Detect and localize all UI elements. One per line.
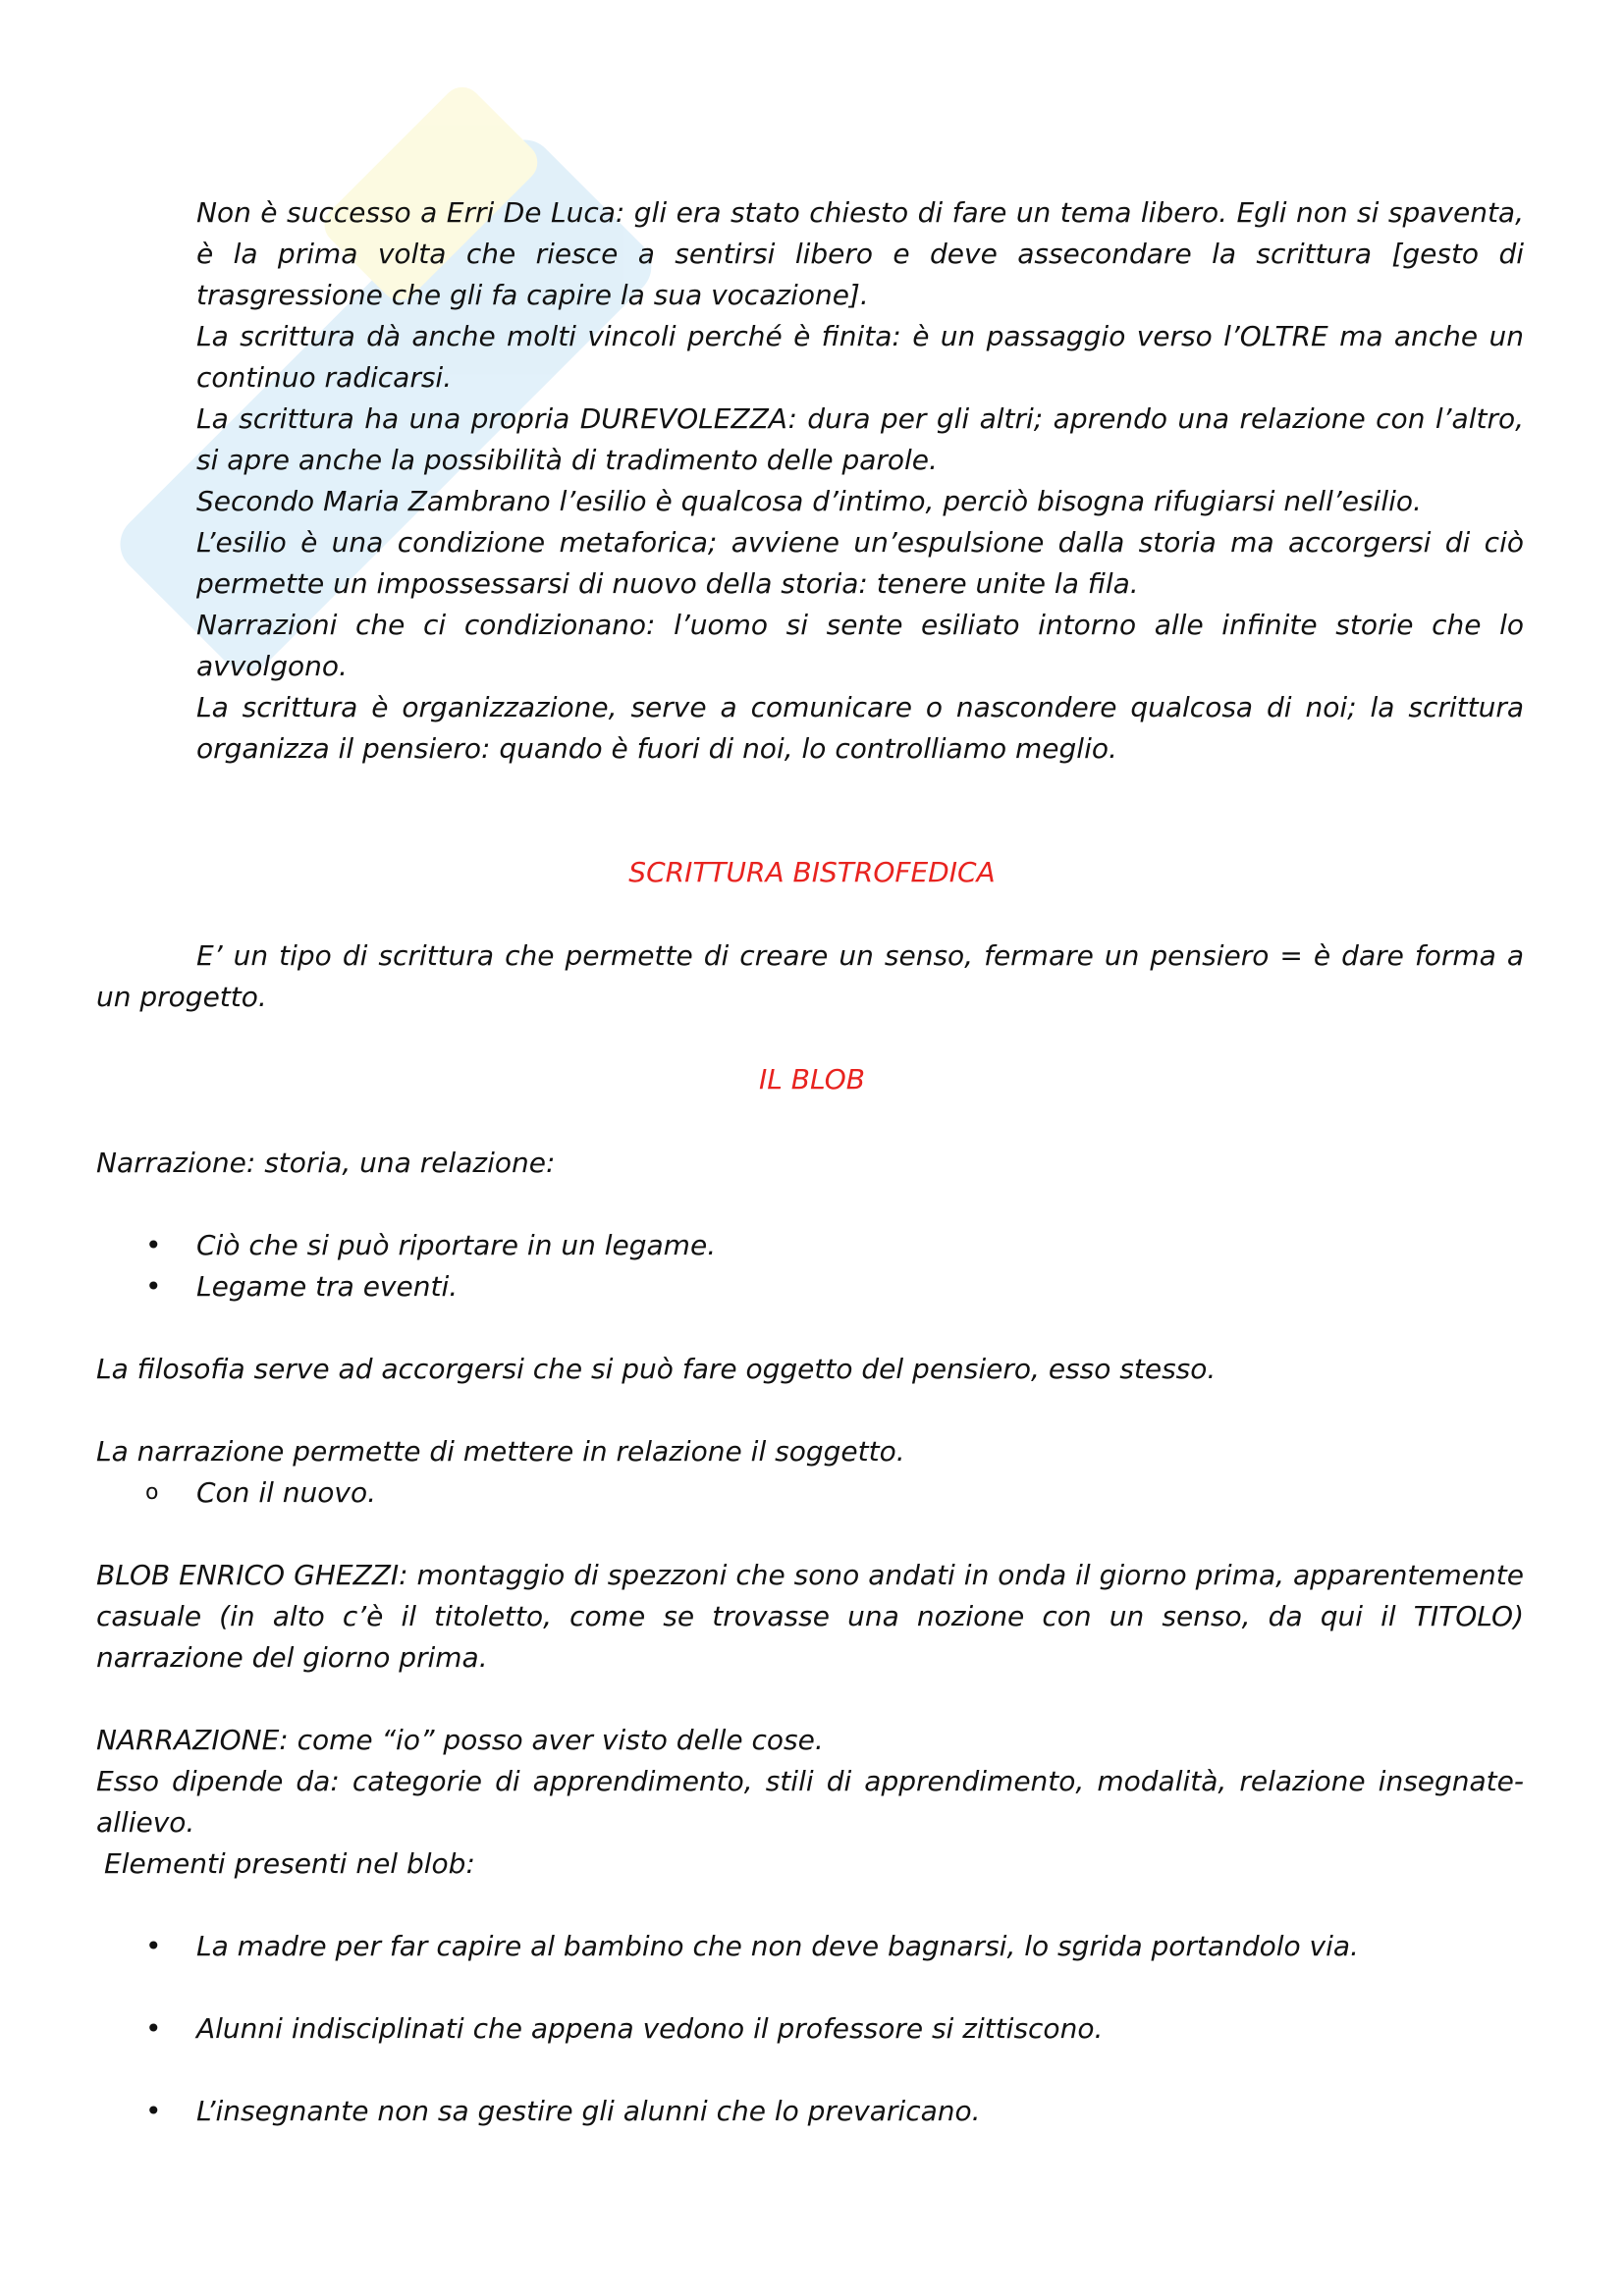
paragraph-narrazioni: Narrazioni che ci condizionano: l’uomo si sente esiliato intorno alle infinite storie che lo avvolgono. [196,609,1524,682]
heading-il-blob: IL BLOB [759,1063,865,1095]
paragraph-vincoli: La scrittura dà anche molti vincoli perché è finita: è un passaggio verso l’OLTRE ma anche un continuo radicarsi. [196,320,1524,394]
paragraph-narrazione-relazione: La narrazione permette di mettere in relazione il soggetto. [96,1435,905,1468]
paragraph-bistrofedica: E’ un tipo di scrittura che permette di creare un senso, fermare un pensiero = è dare forma a un progetto. [96,939,1524,1013]
paragraph-erri-de-luca: Non è successo a Erri De Luca: gli era stato chiesto di fare un tema libero. Egli non si spaventa, è la prima volta che riesce a sentirsi libero e deve assecondare la scrittura [gesto di trasgressione che gli fa capire la sua vocazione]. [196,196,1524,311]
circle-bullet-icon: o [145,1480,159,1505]
narrazione-intro: Narrazione: storia, una relazione: [96,1147,556,1179]
paragraph-narrazione-io: NARRAZIONE: come “io” posso aver visto delle cose. [96,1724,824,1756]
paragraph-esilio: L’esilio è una condizione metaforica; avviene un’espulsione dalla storia ma accorgersi di ciò permette un impossessarsi di nuovo della storia: tenere unite la fila. [196,526,1524,600]
bullet-icon: • [145,2012,162,2045]
paragraph-dipende: Esso dipende da: categorie di apprendimento, stili di apprendimento, modalità, relazione insegnate-allievo. [96,1765,1524,1839]
bullet-icon: • [145,1270,162,1303]
bullet-icon: • [145,1229,162,1261]
paragraph-blob-ghezzi: BLOB ENRICO GHEZZI: montaggio di spezzoni che sono andati in onda il giorno prima, apparentemente casuale (in alto c’è il titoletto, come se trovasse una nozione con un senso, da qui il TITOLO) narrazione del giorno prima. [96,1559,1524,1674]
paragraph-zambrano: Secondo Maria Zambrano l’esilio è qualcosa d’intimo, perciò bisogna rifugiarsi nell’esilio. [196,485,1422,517]
paragraph-filosofia: La filosofia serve ad accorgersi che si può fare oggetto del pensiero, esso stesso. [96,1353,1217,1385]
heading-scrittura-bistrofedica: SCRITTURA BISTROFEDICA [628,856,996,888]
bullet-icon: • [145,1930,162,1962]
paragraph-durevolezza: La scrittura ha una propria DUREVOLEZZA: dura per gli altri; aprendo una relazione con l’altro, si apre anche la possibilità di tradimento delle parole. [196,402,1524,476]
paragraph-organizzazione: La scrittura è organizzazione, serve a comunicare o nascondere qualcosa di noi; la scrittura organizza il pensiero: quando è fuori di noi, lo controlliamo meglio. [196,691,1524,765]
paragraph-elementi: Elementi presenti nel blob: [104,1847,475,1880]
bullet-icon: • [145,2095,162,2127]
